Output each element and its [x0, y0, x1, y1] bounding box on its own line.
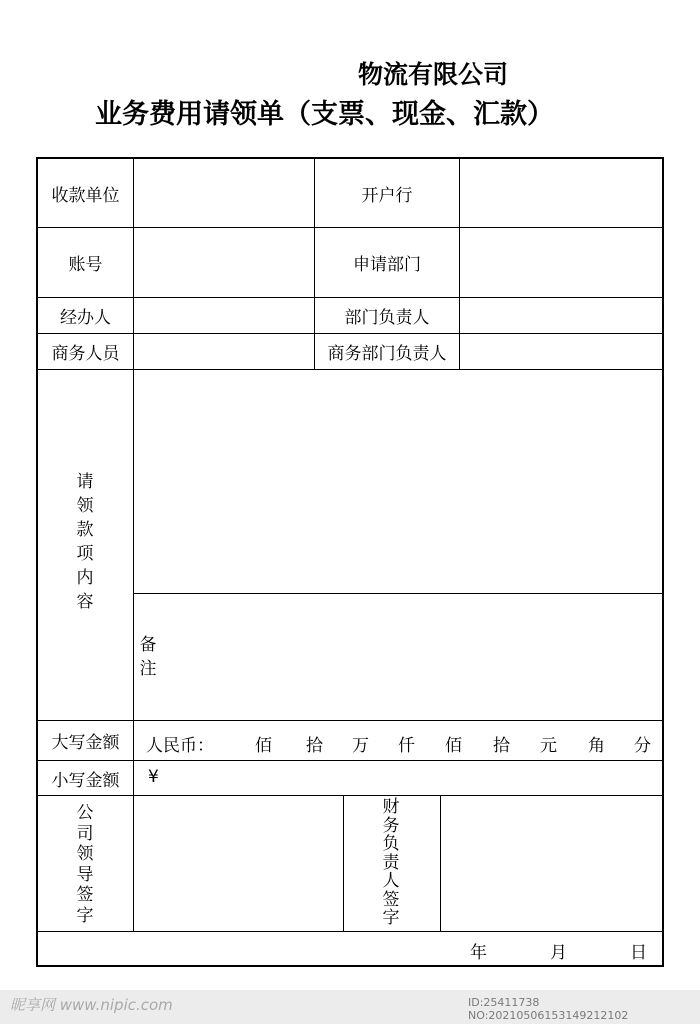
capital-amount-label: 大写金额: [51, 733, 120, 753]
remark-field[interactable]: [162, 594, 664, 720]
watermark-id: ID:25411738 NO:20210506153149212102: [468, 996, 629, 1022]
yuan-symbol: ¥: [148, 767, 159, 787]
small-amount-field[interactable]: [168, 761, 664, 795]
handler-label: 经办人: [60, 308, 111, 328]
col-divider: [133, 720, 134, 795]
leader-signature-field[interactable]: [134, 796, 343, 931]
payee-field[interactable]: [134, 159, 314, 227]
unit-bai-wan: 佰: [255, 736, 272, 756]
unit-qian: 仟: [398, 736, 415, 756]
date-day: 日: [630, 943, 647, 963]
leader-signature-label: 公司领导签字: [76, 803, 94, 926]
business-dept-head-field[interactable]: [460, 334, 664, 369]
handler-field[interactable]: [134, 298, 314, 333]
rmb-prefix: 人民币：: [146, 736, 214, 756]
unit-shi: 拾: [493, 736, 510, 756]
watermark-logo: 昵享网 www.nipic.com: [10, 996, 173, 1014]
small-amount-label: 小写金额: [51, 770, 120, 791]
row-divider: [38, 931, 664, 932]
account-label: 账号: [68, 255, 103, 275]
business-dept-head-label: 商务部门负责人: [327, 344, 447, 364]
date-year: 年: [470, 943, 487, 963]
col-divider: [343, 795, 344, 931]
unit-yuan: 元: [540, 736, 557, 756]
unit-shi-wan: 拾: [306, 736, 323, 756]
payee-label: 收款单位: [51, 185, 120, 206]
remark-label: 备注: [139, 635, 157, 679]
request-content-label: 请领款项内容: [76, 472, 94, 612]
unit-jiao: 角: [588, 736, 605, 756]
unit-bai: 佰: [445, 736, 462, 756]
finance-signature-field[interactable]: [441, 796, 664, 931]
dept-head-label: 部门负责人: [344, 308, 430, 328]
business-staff-field[interactable]: [134, 334, 314, 369]
expense-request-form: [36, 157, 664, 967]
unit-wan: 万: [352, 736, 369, 756]
request-content-field[interactable]: [134, 370, 664, 593]
finance-signature-label: 财务负责人签字: [382, 797, 400, 928]
account-field[interactable]: [134, 228, 314, 297]
dept-head-field[interactable]: [460, 298, 664, 333]
business-staff-label: 商务人员: [51, 344, 120, 364]
date-month: 月: [550, 943, 567, 963]
bank-label: 开户行: [361, 185, 413, 206]
apply-dept-field[interactable]: [460, 228, 664, 297]
apply-dept-label: 申请部门: [353, 255, 421, 275]
unit-fen: 分: [634, 736, 651, 756]
bank-field[interactable]: [460, 159, 664, 227]
